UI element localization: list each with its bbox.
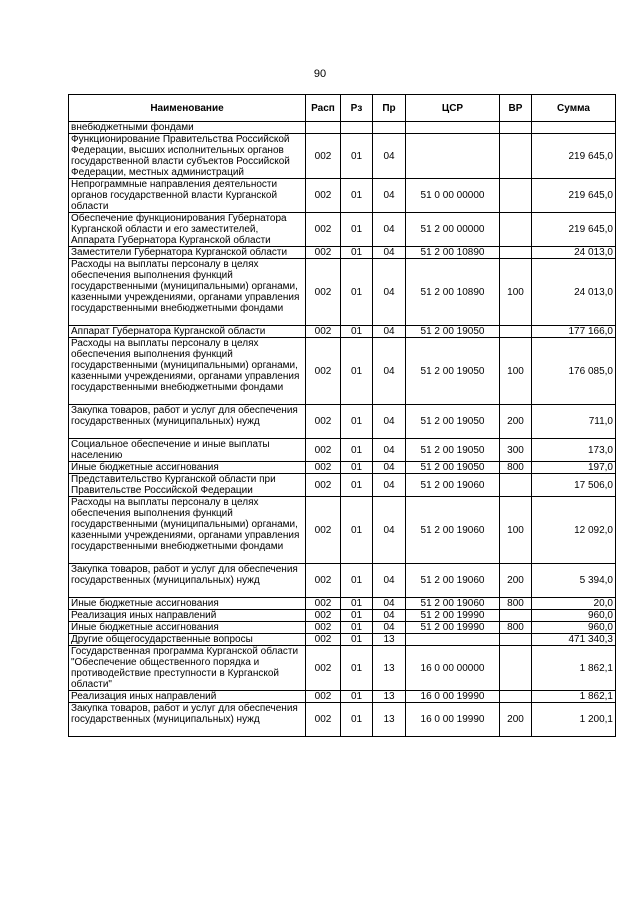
row-rasp: 002 [306,634,341,646]
row-name: Функционирование Правительства Российской Федерации, высших исполнительных органов государственной власти субъектов Российской Федерации, местных администраций [69,134,306,179]
row-rz: 01 [341,610,373,622]
row-pr: 04 [373,610,406,622]
row-sum: 219 645,0 [532,213,616,247]
row-sum: 5 394,0 [532,564,616,598]
row-name: Иные бюджетные ассигнования [69,462,306,474]
row-rasp: 002 [306,564,341,598]
row-rasp: 002 [306,610,341,622]
row-sum: 177 166,0 [532,326,616,338]
row-rasp: 002 [306,497,341,564]
row-rz: 01 [341,634,373,646]
row-pr: 04 [373,474,406,497]
row-name: Другие общегосударственные вопросы [69,634,306,646]
column-header-sum: Сумма [532,95,616,122]
row-rasp: 002 [306,646,341,691]
row-vr [500,646,532,691]
row-rasp: 002 [306,338,341,405]
row-sum: 1 200,1 [532,703,616,737]
row-pr: 04 [373,439,406,462]
row-rz: 01 [341,405,373,439]
row-rz: 01 [341,462,373,474]
row-rasp: 002 [306,622,341,634]
row-csr [406,634,500,646]
row-name: Закупка товаров, работ и услуг для обеспечения государственных (муниципальных) нужд [69,405,306,439]
row-name: Государственная программа Курганской области "Обеспечение общественного порядка и противодействие преступности в Курганской области" [69,646,306,691]
row-csr: 51 2 00 00000 [406,213,500,247]
row-pr: 04 [373,338,406,405]
row-pr: 04 [373,405,406,439]
row-pr: 04 [373,598,406,610]
table-row [69,134,616,179]
row-rasp: 002 [306,703,341,737]
row-pr [373,122,406,134]
row-sum: 176 085,0 [532,338,616,405]
row-vr [500,179,532,213]
row-sum: 960,0 [532,622,616,634]
page-number: 90 [313,68,327,80]
budget-table [68,94,616,737]
row-sum: 12 092,0 [532,497,616,564]
row-rz: 01 [341,179,373,213]
table-row [69,405,616,439]
row-rz: 01 [341,703,373,737]
row-name: Социальное обеспечение и иные выплаты населению [69,439,306,462]
row-csr: 51 2 00 19060 [406,564,500,598]
row-vr [500,474,532,497]
row-pr: 13 [373,703,406,737]
row-csr: 51 2 00 19990 [406,622,500,634]
row-sum: 219 645,0 [532,179,616,213]
row-csr: 51 2 00 19050 [406,462,500,474]
row-rz: 01 [341,564,373,598]
row-sum: 471 340,3 [532,634,616,646]
table-row [69,610,616,622]
column-header-rasp: Расп [306,95,341,122]
table-row [69,462,616,474]
column-header-vr: ВР [500,95,532,122]
row-rz: 01 [341,247,373,259]
row-csr: 51 2 00 19990 [406,610,500,622]
row-sum: 173,0 [532,439,616,462]
table-row [69,326,616,338]
row-rasp: 002 [306,598,341,610]
table-row [69,691,616,703]
row-vr: 800 [500,462,532,474]
row-name: Обеспечение функционирования Губернатора Курганской области и его заместителей, Аппарата Губернатора Курганской области [69,213,306,247]
table-row [69,213,616,247]
row-pr: 04 [373,213,406,247]
row-vr: 300 [500,439,532,462]
row-rz: 01 [341,134,373,179]
row-csr: 51 2 00 19050 [406,326,500,338]
row-csr: 51 0 00 00000 [406,179,500,213]
row-vr [500,634,532,646]
row-csr: 51 2 00 19060 [406,598,500,610]
row-vr: 200 [500,703,532,737]
row-vr: 800 [500,598,532,610]
row-name: Закупка товаров, работ и услуг для обеспечения государственных (муниципальных) нужд [69,703,306,737]
row-name: Непрограммные направления деятельности органов государственной власти Курганской области [69,179,306,213]
row-csr: 51 2 00 19060 [406,474,500,497]
row-vr: 200 [500,564,532,598]
row-rasp: 002 [306,462,341,474]
row-rz: 01 [341,338,373,405]
row-vr [500,134,532,179]
row-sum: 24 013,0 [532,259,616,326]
row-name: Реализация иных направлений [69,691,306,703]
table-row [69,179,616,213]
row-rz: 01 [341,326,373,338]
row-name: Расходы на выплаты персоналу в целях обеспечения выполнения функций государственными (муниципальными) органами, казенными учреждениями, органами управления государственными внебюджетными фондами [69,338,306,405]
row-vr [500,122,532,134]
table-row [69,634,616,646]
row-vr [500,691,532,703]
row-rasp: 002 [306,439,341,462]
row-vr [500,247,532,259]
row-csr: 51 2 00 19060 [406,497,500,564]
row-csr: 16 0 00 19990 [406,703,500,737]
row-rz: 01 [341,213,373,247]
row-rasp: 002 [306,247,341,259]
row-pr: 04 [373,134,406,179]
row-csr [406,134,500,179]
table-row [69,474,616,497]
row-csr [406,122,500,134]
row-name: Закупка товаров, работ и услуг для обеспечения государственных (муниципальных) нужд [69,564,306,598]
table-row [69,646,616,691]
row-sum: 1 862,1 [532,646,616,691]
row-vr [500,610,532,622]
row-csr: 51 2 00 10890 [406,259,500,326]
row-rasp [306,122,341,134]
table-row [69,338,616,405]
table-row [69,497,616,564]
row-vr: 100 [500,259,532,326]
row-pr: 04 [373,462,406,474]
row-rz: 01 [341,474,373,497]
row-vr [500,213,532,247]
table-row [69,622,616,634]
row-pr: 13 [373,646,406,691]
row-rz: 01 [341,259,373,326]
row-name: Представительство Курганской области при Правительстве Российской Федерации [69,474,306,497]
row-sum [532,122,616,134]
row-sum: 24 013,0 [532,247,616,259]
row-csr: 16 0 00 00000 [406,646,500,691]
row-vr: 100 [500,338,532,405]
table-row [69,564,616,598]
table-row [69,439,616,462]
row-rz: 01 [341,646,373,691]
column-header-pr: Пр [373,95,406,122]
row-rasp: 002 [306,405,341,439]
table-row [69,703,616,737]
row-pr: 04 [373,179,406,213]
row-name: Расходы на выплаты персоналу в целях обеспечения выполнения функций государственными (муниципальными) органами, казенными учреждениями, органами управления государственными внебюджетными фондами [69,259,306,326]
column-header-rz: Рз [341,95,373,122]
row-rasp: 002 [306,691,341,703]
row-name: Иные бюджетные ассигнования [69,598,306,610]
row-name: Заместители Губернатора Курганской области [69,247,306,259]
row-pr: 13 [373,691,406,703]
row-pr: 04 [373,497,406,564]
row-rasp: 002 [306,213,341,247]
row-sum: 20,0 [532,598,616,610]
table-row [69,259,616,326]
column-header-name: Наименование [69,95,306,122]
row-rz: 01 [341,691,373,703]
table-row [69,122,616,134]
row-rasp: 002 [306,179,341,213]
row-csr: 51 2 00 19050 [406,338,500,405]
row-rasp: 002 [306,134,341,179]
row-name: Аппарат Губернатора Курганской области [69,326,306,338]
row-sum: 219 645,0 [532,134,616,179]
row-csr: 51 2 00 19050 [406,439,500,462]
row-sum: 17 506,0 [532,474,616,497]
row-name: Расходы на выплаты персоналу в целях обеспечения выполнения функций государственными (муниципальными) органами, казенными учреждениями, органами управления государственными внебюджетными фондами [69,497,306,564]
row-csr: 16 0 00 19990 [406,691,500,703]
row-rz: 01 [341,598,373,610]
row-pr: 04 [373,564,406,598]
row-vr [500,326,532,338]
row-rasp: 002 [306,326,341,338]
row-pr: 04 [373,622,406,634]
row-csr: 51 2 00 19050 [406,405,500,439]
row-sum: 1 862,1 [532,691,616,703]
row-sum: 711,0 [532,405,616,439]
row-rasp: 002 [306,259,341,326]
column-header-csr: ЦСР [406,95,500,122]
row-rz: 01 [341,622,373,634]
row-rz: 01 [341,439,373,462]
row-pr: 04 [373,247,406,259]
row-name: внебюджетными фондами [69,122,306,134]
row-vr: 200 [500,405,532,439]
row-name: Иные бюджетные ассигнования [69,622,306,634]
row-vr: 800 [500,622,532,634]
row-vr: 100 [500,497,532,564]
row-pr: 13 [373,634,406,646]
row-sum: 960,0 [532,610,616,622]
row-pr: 04 [373,259,406,326]
table-row [69,598,616,610]
row-rz: 01 [341,497,373,564]
row-pr: 04 [373,326,406,338]
row-sum: 197,0 [532,462,616,474]
row-rasp: 002 [306,474,341,497]
table-row [69,247,616,259]
row-csr: 51 2 00 10890 [406,247,500,259]
table-header-row [69,95,616,122]
row-name: Реализация иных направлений [69,610,306,622]
row-rz [341,122,373,134]
